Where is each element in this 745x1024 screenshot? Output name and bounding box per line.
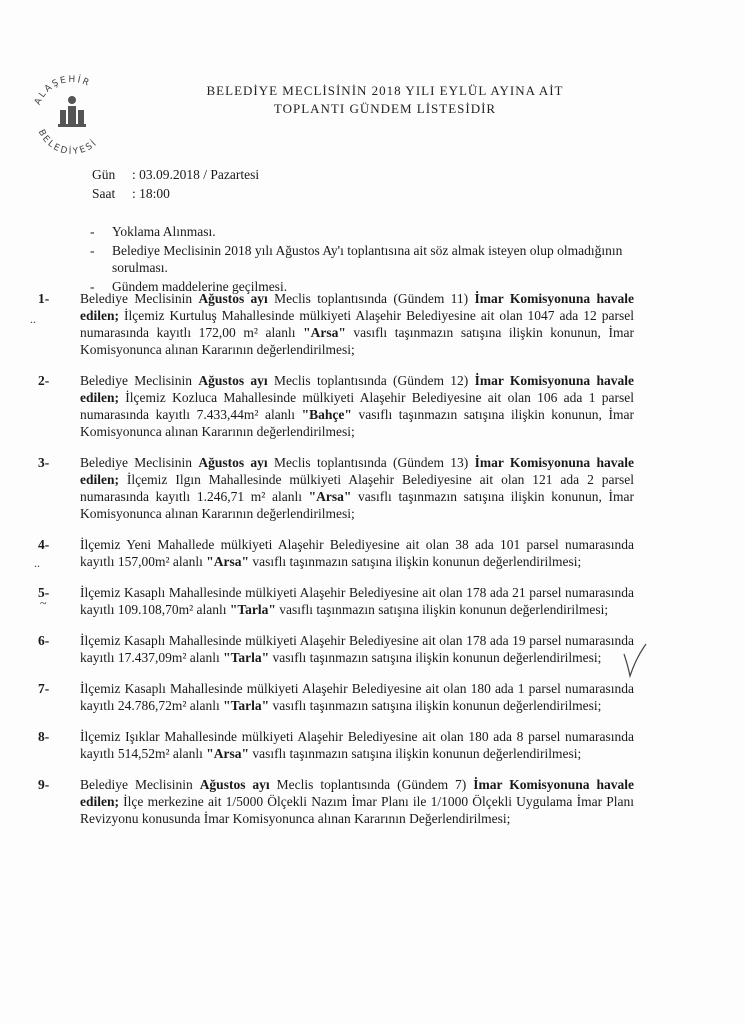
svg-text:ALAŞEHİR: ALAŞEHİR bbox=[33, 74, 93, 107]
agenda-item-text: Belediye Meclisinin Ağustos ayı Meclis toplantısında (Gündem 11) İmar Komisyonuna havale edilen; İlçemiz Kurtuluş Mahallesinde mülkiyeti Alaşehir Belediyesine ait olan 1047 ada 12 parsel numarasında kayıtlı 172,00 m² alanlı "Arsa" vasıflı taşınmazın satışına ilişkin konunun, İmar Komisyonunca alınan Kararının değerlendirilmesi; bbox=[80, 291, 635, 357]
day-value: : 03.09.2018 / Pazartesi bbox=[132, 167, 260, 182]
agenda-item bbox=[34, 454, 634, 522]
agenda-item-number: 2- bbox=[38, 373, 50, 388]
agenda-item bbox=[34, 372, 634, 440]
agenda-item-text: İlçemiz Kasaplı Mahallesinde mülkiyeti Alaşehir Belediyesine ait olan 178 ada 19 parsel numarasında kayıtlı 17.437,09m² alanlı "Tarla" vasıflı taşınmazın satışına ilişkin konunun değerlendirilmesi; bbox=[80, 633, 634, 665]
day-label: Gün bbox=[92, 167, 116, 182]
handwritten-check-mark bbox=[620, 640, 650, 680]
title-line-2: TOPLANTI GÜNDEM LİSTESİDİR bbox=[273, 101, 497, 116]
agenda-item-number: 8- bbox=[38, 729, 50, 744]
document-title bbox=[125, 82, 645, 118]
agenda-item-text: İlçemiz Kasaplı Mahallesinde mülkiyeti Alaşehir Belediyesine ait olan 180 ada 1 parsel numarasında kayıtlı 24.786,72m² alanlı "Tarla" vasıflı taşınmazın satışına ilişkin konunun değerlendirilmesi; bbox=[80, 681, 634, 713]
time-value: : 18:00 bbox=[132, 186, 170, 201]
opening-item: - Gündem maddelerine geçilmesi. bbox=[90, 279, 288, 294]
agenda-item-number: 5- bbox=[38, 585, 50, 600]
agenda-item-text: İlçemiz Işıklar Mahallesinde mülkiyeti Alaşehir Belediyesine ait olan 180 ada 8 parsel numarasında kayıtlı 514,52m² alanlı "Arsa" vasıflı taşınmazın satışına ilişkin konunun değerlendirilmesi; bbox=[80, 729, 634, 761]
agenda-item-number: 9- bbox=[38, 777, 50, 792]
time-label: Saat bbox=[92, 186, 116, 201]
svg-text:BELEDİYESİ: BELEDİYESİ bbox=[35, 128, 100, 158]
agenda-item-text: İlçemiz Kasaplı Mahallesinde mülkiyeti Alaşehir Belediyesine ait olan 178 ada 21 parsel numarasında kayıtlı 109.108,70m² alanlı "Tarla" vasıflı taşınmazın satışına ilişkin konunun değerlendirilmesi; bbox=[80, 585, 634, 617]
agenda-list bbox=[34, 290, 634, 841]
title-line-1: BELEDİYE MECLİSİNİN 2018 YILI EYLÜL AYINA AİT bbox=[206, 83, 564, 98]
agenda-item-number: 1- bbox=[38, 291, 50, 306]
agenda-item bbox=[34, 776, 634, 827]
opening-item: - Yoklama Alınması. bbox=[90, 224, 216, 239]
municipality-seal bbox=[24, 66, 120, 162]
agenda-item-text: Belediye Meclisinin Ağustos ayı Meclis toplantısında (Gündem 13) İmar Komisyonuna havale edilen; İlçemiz Ilgın Mahallesinde mülkiyeti Alaşehir Belediyesine ait olan 121 ada 2 parsel numarasında kayıtlı 1.246,71 m² alanlı "Arsa" vasıflı taşınmazın satışına ilişkin konunun, İmar Komisyonunca alınan Kararının değerlendirilmesi; bbox=[80, 455, 634, 521]
opening-items bbox=[90, 223, 650, 297]
agenda-item bbox=[34, 536, 634, 570]
agenda-item bbox=[34, 290, 634, 358]
agenda-item bbox=[34, 632, 634, 666]
agenda-item bbox=[34, 584, 634, 618]
agenda-item-number: 7- bbox=[38, 681, 50, 696]
agenda-item-text: Belediye Meclisinin Ağustos ayı Meclis toplantısında (Gündem 7) İmar Komisyonuna havale edilen; İlçe merkezine ait 1/5000 Ölçekli Nazım İmar Planı ile 1/1000 Ölçekli Uygulama İmar Planı Revizyonu konusunda İmar Komisyonunca alınan Kararının Değerlendirilmesi; bbox=[80, 777, 635, 826]
meeting-info bbox=[92, 165, 259, 203]
margin-mark: .. bbox=[34, 556, 40, 570]
agenda-item bbox=[34, 680, 634, 714]
agenda-item-number: 4- bbox=[38, 537, 50, 552]
margin-mark: .. bbox=[30, 312, 36, 326]
agenda-item-number: 3- bbox=[38, 455, 50, 470]
agenda-item-text: Belediye Meclisinin Ağustos ayı Meclis toplantısında (Gündem 12) İmar Komisyonuna havale edilen; İlçemiz Kozluca Mahallesinde mülkiyeti Alaşehir Belediyesine ait olan 106 ada 1 parsel numarasında kayıtlı 7.433,44m² alanlı "Bahçe" vasıflı taşınmazın satışına ilişkin konunun, İmar Komisyonunca alınan Kararının değerlendirilmesi; bbox=[80, 373, 634, 439]
margin-mark: ~ bbox=[40, 596, 47, 610]
agenda-item-number: 6- bbox=[38, 633, 50, 648]
agenda-item bbox=[34, 728, 634, 762]
agenda-item-text: İlçemiz Yeni Mahallede mülkiyeti Alaşehir Belediyesine ait olan 38 ada 101 parsel numarasında kayıtlı 157,00m² alanlı "Arsa" vasıflı taşınmazın satışına ilişkin konunun değerlendirilmesi; bbox=[80, 537, 634, 569]
opening-item: - Belediye Meclisinin 2018 yılı Ağustos Ay'ı toplantısına ait söz almak isteyen olup olmadığının sorulması. bbox=[90, 243, 623, 275]
